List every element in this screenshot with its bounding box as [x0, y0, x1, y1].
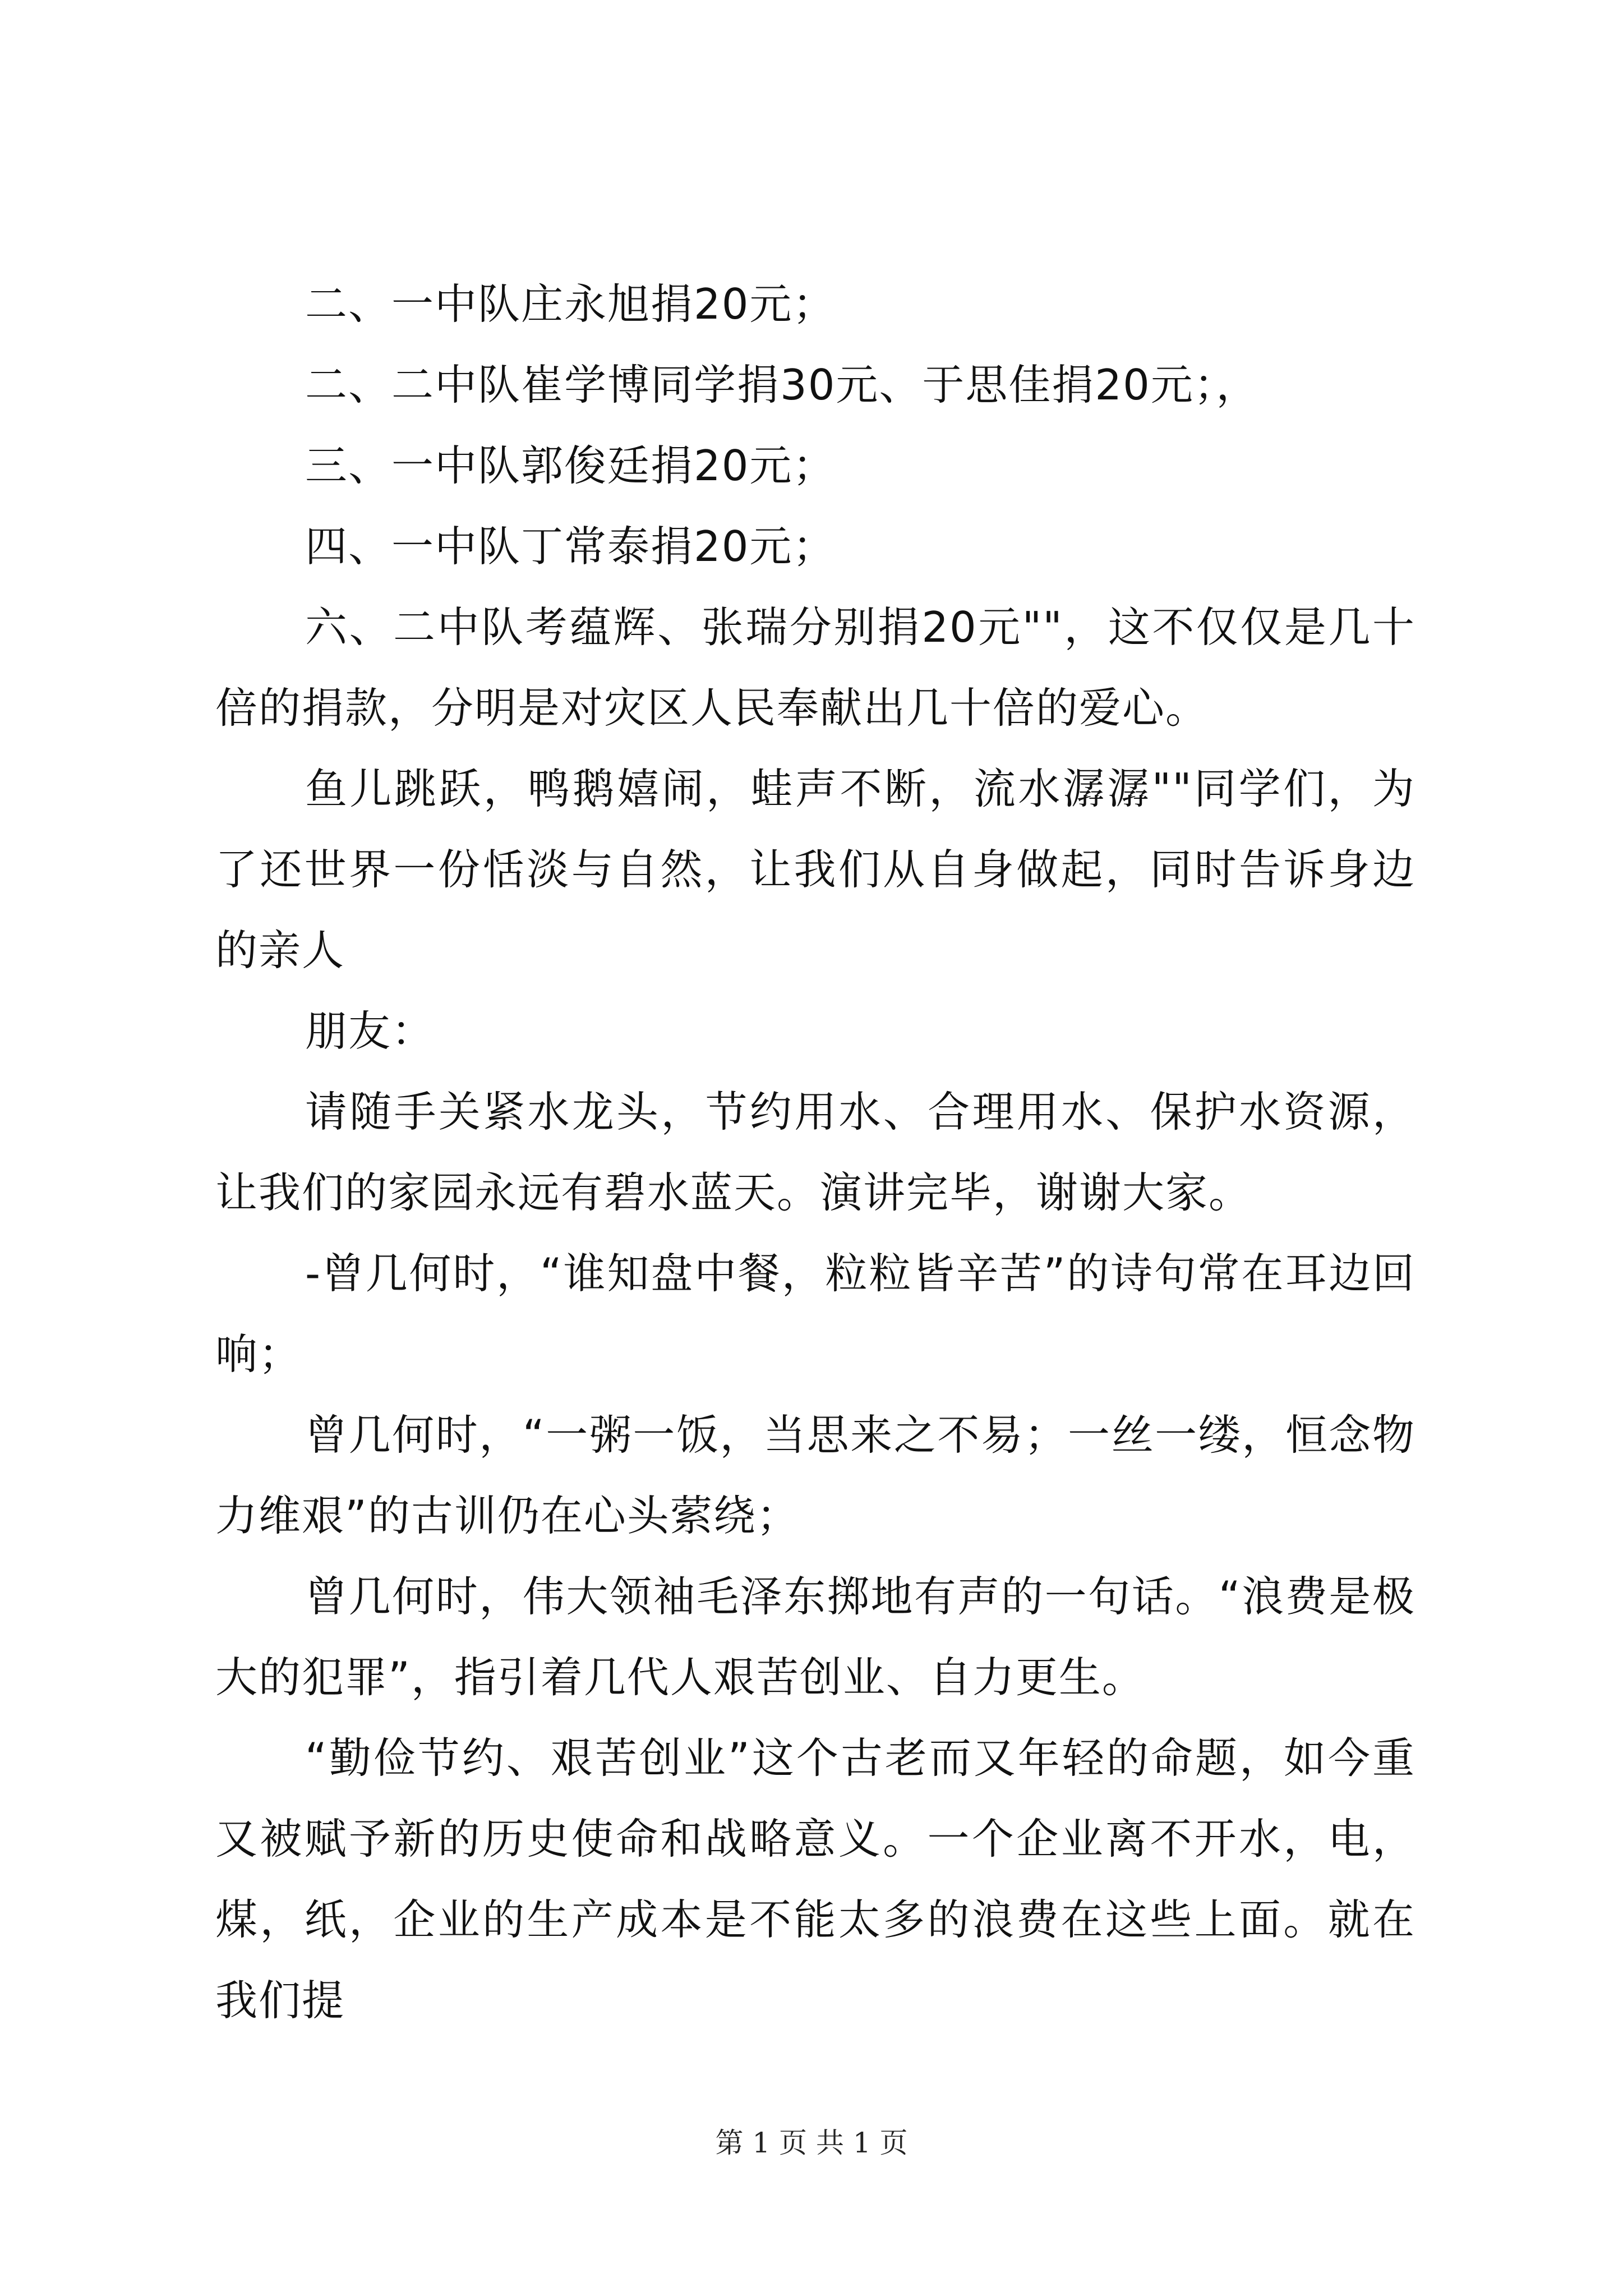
paragraph-thrift: “勤俭节约、艰苦创业”这个古老而又年轻的命题，如今重又被赋予新的历史使命和战略意义。一个企业离不开水，电，煤，纸，企业的生产成本是不能太多的浪费在这些上面。就在我们提 [215, 1733, 1415, 2025]
donation-line-4: 四、一中队丁常泰捐20元； [305, 522, 836, 571]
donation-line-3: 三、一中队郭俊廷捐20元； [305, 441, 836, 490]
paragraph-mao-quote: 曾几何时，伟大领袖毛泽东掷地有声的一句话。“浪费是极大的犯罪”，指引着几代人艰苦创业、自力更生。 [215, 1572, 1415, 1702]
paragraph-ancient-motto: 曾几何时，“一粥一饭，当思来之不易；一丝一缕，恒念物力维艰”的古训仍在心头萦绕； [215, 1410, 1415, 1540]
donation-line-1: 二、一中队庄永旭捐20元； [305, 279, 836, 329]
paragraph-save-water: 请随手关紧水龙头，节约用水、合理用水、保护水资源，让我们的家园永远有碧水蓝天。演讲完毕，谢谢大家。 [215, 1087, 1415, 1217]
paragraph-nature: 鱼儿跳跃，鸭鹅嬉闹，蛙声不断，流水潺潺""同学们，为了还世界一份恬淡与自然，让我们从自身做起，同时告诉身边的亲人 [215, 764, 1415, 975]
donation-line-2: 二、二中队崔学博同学捐30元、于思佳捐20元；， [305, 360, 1260, 409]
document-body [215, 264, 1415, 2041]
donation-line-6: 六、二中队考蕴辉、张瑞分别捐20元""，这不仅仅是几十倍的捐款，分明是对灾区人民奉献出几十倍的爱心。 [215, 602, 1415, 733]
paragraph-poem: -曾几何时，“谁知盘中餐，粒粒皆辛苦”的诗句常在耳边回响； [215, 1249, 1415, 1379]
paragraph-friends: 朋友： [305, 1006, 435, 1056]
page-number-footer: 第 1 页 共 1 页 [715, 2127, 908, 2159]
